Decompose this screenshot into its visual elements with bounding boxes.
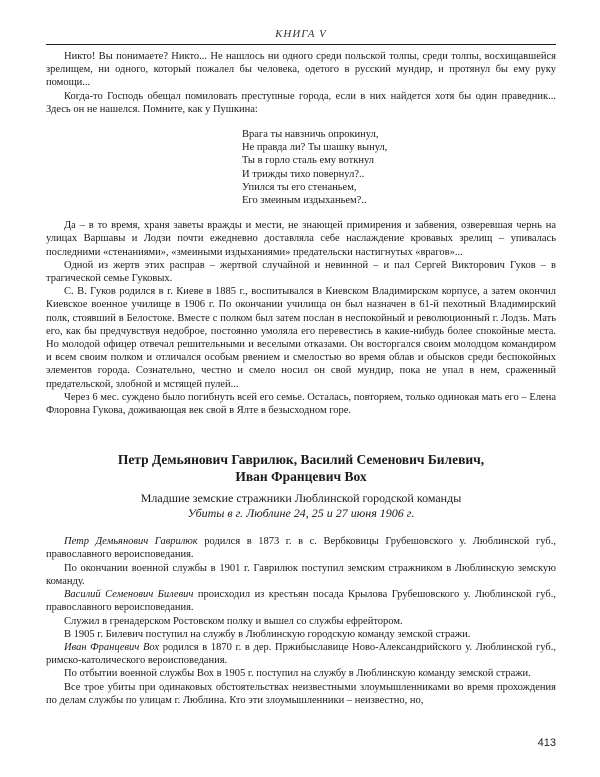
section-title-line: Петр Демьянович Гаврилюк, Василий Семенович Билевич,	[117, 452, 485, 468]
person-name: Петр Демьянович Гаврилюк	[64, 536, 198, 548]
paragraph: В 1905 г. Билевич поступил на службу в Люблинскую городскую команду земской стражи.	[64, 628, 471, 640]
poem-line: Врага ты навзничь опрокинул,	[242, 129, 379, 141]
paragraph: По окончании военной службы в 1901 г. Гаврилюк поступил земским стражником в Люблинскую земскую команду.	[46, 562, 556, 587]
poem-line: И трижды тихо повернул?..	[242, 168, 365, 180]
paragraph: Одной из жертв этих расправ – жертвой случайной и невинной – и пал Сергей Викторович Гуков – в трагической семье Гуковых.	[46, 259, 556, 285]
poem-line: Не правда ли? Ты шашку вынул,	[242, 142, 388, 154]
section-subtitle: Младшие земские стражники Люблинской городской команды	[140, 491, 462, 506]
paragraph: Когда-то Господь обещал помиловать преступные города, если в них найдется хотя бы один праведник... Здесь он не нашелся. Помните, как у Пушкина:	[46, 90, 556, 115]
paragraph: Служил в гренадерском Ростовском полку и вышел со службы ефрейтором.	[64, 615, 403, 627]
section-title	[46, 451, 556, 485]
person-name: Василий Семенович Билевич	[64, 589, 194, 601]
paragraph: Иван Францевич Вох родился в 1870 г. в дер. Пржибыславице Ново-Александрийского у. Люблинской губ., римско-католического вероисповедания.	[46, 641, 556, 667]
paragraph: Василий Семенович Билевич происходил из крестьян посада Крылова Грубешовского у. Люблинской губ., православного вероисповедания.	[46, 589, 557, 614]
running-header: КНИГА V	[275, 28, 327, 40]
paragraph: С. В. Гуков родился в г. Киеве в 1885 г., воспитывался в Киевском Владимирском корпусе, а затем окончил Киевское военное училище в 1906 г. По окончании училища он был назначен в 61-й пехотный Владимирский полк, стоявший в Белостоке. Вместе с полком был затем послан в неспокойный и революционный г. Лодзь. Мать его, как бы предчувствуя недоброе, постоянно умоляла его перевестись в какие-нибудь более спокойные места. Но молодой офицер отвечал решительными и веселыми отказами. Он восторгался своим молодцом командиром и всем своим полком и отличался особым рвением и смелостью во время облав и обысков среди беспокойных элементов города. Сознательно, честно и смело носил он свой мундир, пока не упал в нем, сраженный предательской, злобной и мстящей пулей...	[46, 286, 556, 390]
poem-quote	[242, 128, 556, 207]
section-title-line: Иван Францевич Вох	[235, 469, 367, 485]
paragraph: Через 6 мес. суждено было погибнуть всей его семье. Осталась, повторяем, только одинокая мать его – Елена Флоровна Гукова, доживающая век свой в Ялте в безысходном горе.	[46, 391, 556, 417]
page-body	[46, 50, 556, 707]
poem-line: Ты в горло сталь ему воткнул	[242, 155, 374, 167]
person-name: Иван Францевич Вох	[64, 641, 160, 653]
page-number: 413	[537, 737, 556, 749]
paragraph: Петр Демьянович Гаврилюк родился в 1873 г. в с. Вербковицы Грубешовского у. Люблинской губ., православного вероисповедания.	[46, 536, 556, 561]
paragraph: Все трое убиты при одинаковых обстоятельствах неизвестными злоумышленниками во время прохождения по делам службы по улицам г. Люблина. Кто эти злоумышленники – неизвестно, но,	[46, 681, 556, 706]
header-rule	[46, 44, 556, 45]
section-date: Убиты в г. Люблине 24, 25 и 27 июня 1906 г.	[187, 506, 415, 521]
paragraph: Никто! Вы понимаете? Никто... Не нашлось ни одного среди польской толпы, среди толпы, восхищавшейся зрелищем, ни одного, который пожалел бы человека, одетого в русский мундир, и протянул бы ему руку помощи...	[46, 51, 556, 89]
poem-line: Его змеиным издыханьем?..	[242, 195, 367, 207]
paragraph: Да – в то время, храня заветы вражды и мести, не знающей примирения и забвения, озверевшая чернь на улицах Варшавы и Лодзи почти ежедневно доставляла себе наслаждение кровавых зрелищ – упивалась последними «стенаниями», «змеиными издыханиями» предательски настигнутых «врагов»...	[46, 220, 556, 258]
paragraph: По отбытии военной службы Вох в 1905 г. поступил на службу в Люблинскую команду земской стражи.	[64, 668, 531, 680]
poem-line: Упился ты его стенаньем,	[242, 181, 357, 193]
